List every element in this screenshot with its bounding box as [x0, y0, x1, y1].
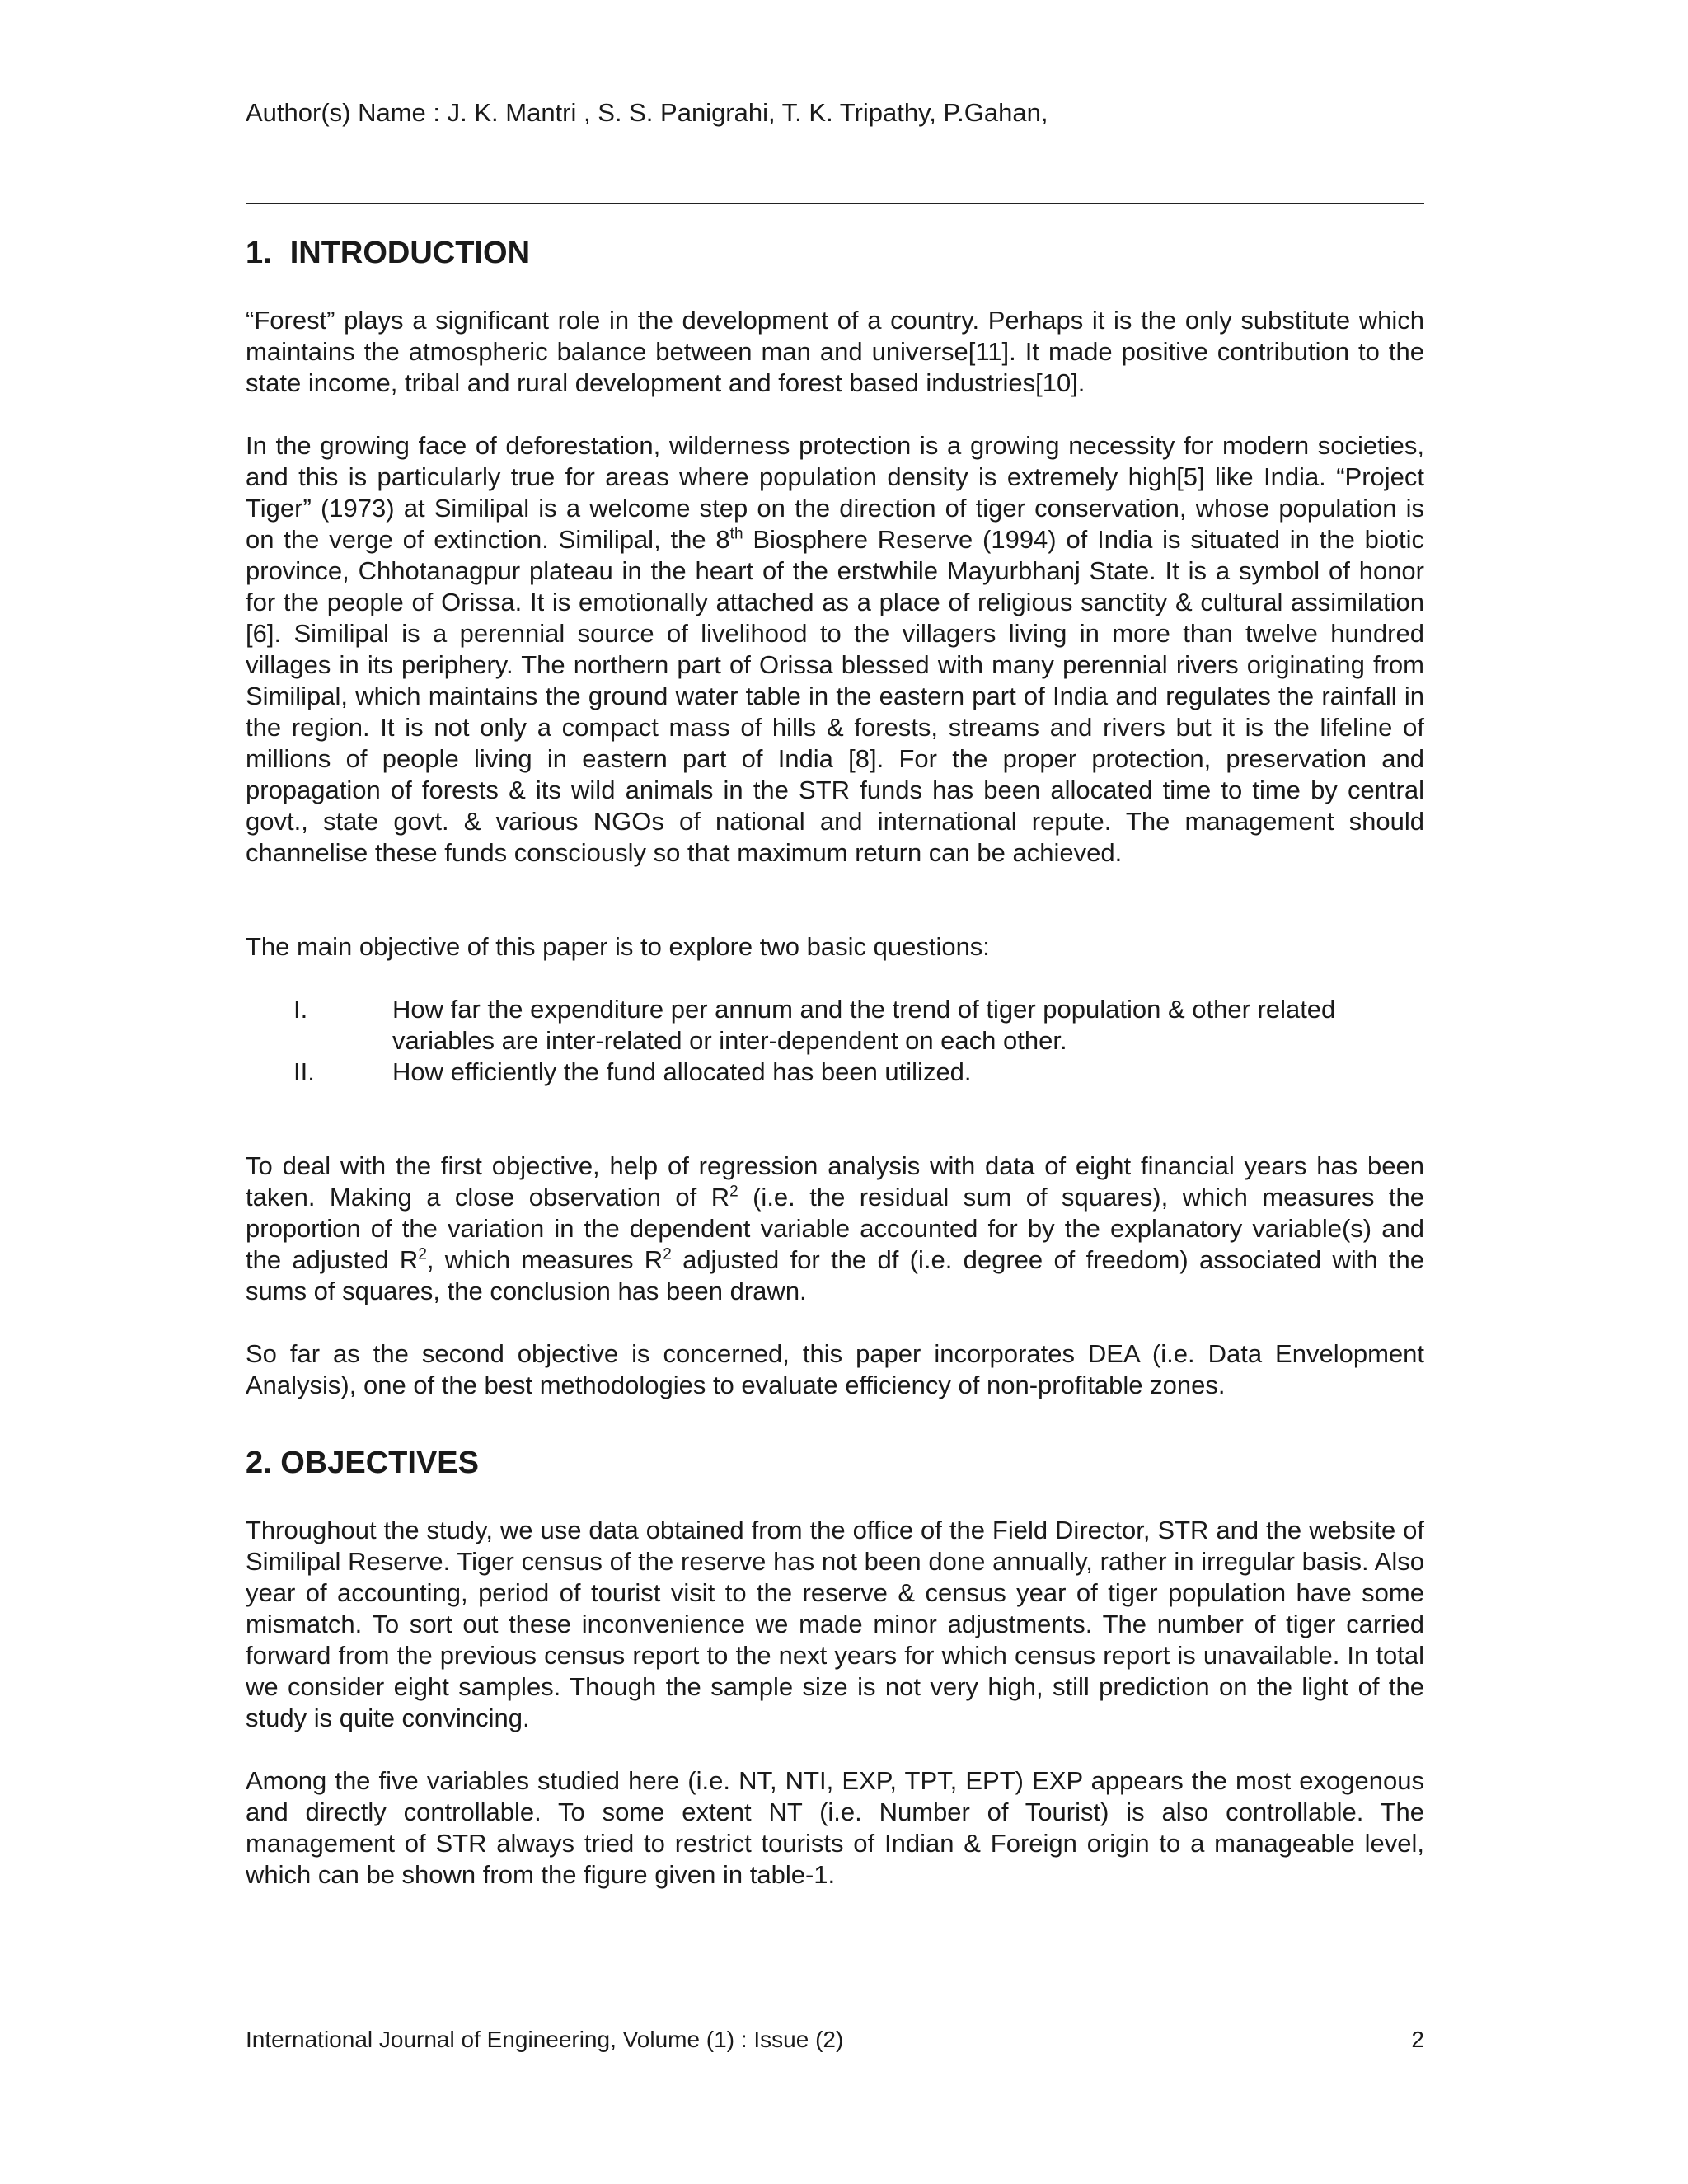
text-run: In the growing face of deforestation, wilderness protection is a growing necessity for modern societies, and this is particularly true for areas where population density is extremely high[5] like India. “Project Tiger” (1973) at Similipal is a welcome step on the direction of tiger conservation, whose population is on the verge of extinction. Similipal, the 8: [246, 431, 1424, 554]
superscript: 2: [663, 1245, 672, 1263]
text-run: To deal with the first objective, help of regression analysis with data of eight financial years has been taken. Making a close observation of R: [246, 1151, 1424, 1212]
objectives-paragraph-2: Among the five variables studied here (i.e. NT, NTI, EXP, TPT, EPT) EXP appears the most exogenous and directly controllable. To some extent NT (i.e. Number of Tourist) is also controllable. The management of STR always tried to restrict tourists of Indian & Foreign origin to a manageable level, which can be shown from the figure given in table-1.: [246, 1766, 1424, 1889]
list-item: [246, 994, 1424, 1057]
superscript: th: [729, 525, 743, 543]
text-run: Biosphere Reserve (1994) of India is situated in the biotic province, Chhotanagpur plateau in the heart of the erstwhile Mayurbhanj State. It is a symbol of honor for the people of Orissa. It is emotionally attached as a place of religious sanctity & cultural assimilation [6]. Similipal is a perennial source of livelihood to the villagers living in more than twelve hundred villages in its periphery. The northern part of Orissa blessed with many perennial rivers originating from Similipal, which maintains the ground water table in the eastern part of India and regulates the rainfall in the region. It is not only a compact mass of hills & forests, streams and rivers but it is the lifeline of millions of people living in eastern part of India [8]. For the proper protection, preservation and propagation of forests & its wild animals in the STR funds has been allocated time to time by central govt., state govt. & various NGOs of national and international repute. The management should channelise these funds consciously so that maximum return can be achieved.: [246, 525, 1424, 867]
page-number: 2: [1411, 2027, 1424, 2052]
intro-paragraph-3: The main objective of this paper is to explore two basic questions:: [246, 932, 990, 961]
page-content: [246, 231, 1424, 1891]
header-divider: [246, 203, 1424, 204]
text-run: , which measures R: [426, 1245, 663, 1274]
intro-paragraph-2: [246, 430, 1424, 869]
list-item-text: How far the expenditure per annum and the trend of tiger population & other related variables are inter-related or inter-dependent on each other.: [392, 995, 1336, 1055]
intro-paragraph-5: So far as the second objective is concerned, this paper incorporates DEA (i.e. Data Envelopment Analysis), one of the best methodologies to evaluate efficiency of non-profitable zones.: [246, 1339, 1424, 1399]
list-marker: II.: [293, 1057, 315, 1086]
footer-journal: International Journal of Engineering, Volume (1) : Issue (2): [246, 2027, 844, 2052]
section-title: INTRODUCTION: [289, 236, 531, 270]
list-item-text: How efficiently the fund allocated has been utilized.: [392, 1057, 972, 1086]
section-heading-objectives: 2. OBJECTIVES: [246, 1446, 479, 1480]
list-marker: I.: [293, 995, 308, 1024]
running-header-authors: Author(s) Name : J. K. Mantri , S. S. Panigrahi, T. K. Tripathy, P.Gahan,: [246, 98, 1048, 127]
list-item: [246, 1057, 1424, 1088]
intro-paragraph-4: [246, 1151, 1424, 1307]
text-run: (i.e. the residual sum of squares), which measures the proportion of the variation in the dependent variable accounted for by the explanatory variable(s) and the adjusted R: [246, 1183, 1424, 1274]
section-number: 1.: [246, 236, 272, 270]
superscript: 2: [729, 1183, 738, 1201]
superscript: 2: [418, 1245, 427, 1263]
page-footer: [246, 2025, 1424, 2055]
text-run: adjusted for the df (i.e. degree of freedom) associated with the sums of squares, the conclusion has been drawn.: [246, 1245, 1424, 1305]
intro-paragraph-1: “Forest” plays a significant role in the development of a country. Perhaps it is the only substitute which maintains the atmospheric balance between man and universe[11]. It made positive contribution to the state income, tribal and rural development and forest based industries[10].: [246, 306, 1424, 397]
paper-page: [246, 0, 1424, 2184]
objectives-paragraph-1: Throughout the study, we use data obtained from the office of the Field Director, STR and the website of Similipal Reserve. Tiger census of the reserve has not been done annually, rather in irregular basis. Also year of accounting, period of tourist visit to the reserve & census year of tiger population have some mismatch. To sort out these inconvenience we made minor adjustments. The number of tiger carried forward from the previous census report to the next years for which census report is unavailable. In total we consider eight samples. Though the sample size is not very high, still prediction on the light of the study is quite convincing.: [246, 1516, 1424, 1732]
objective-questions-list: [246, 994, 1424, 1088]
section-heading-introduction: [246, 231, 1424, 275]
